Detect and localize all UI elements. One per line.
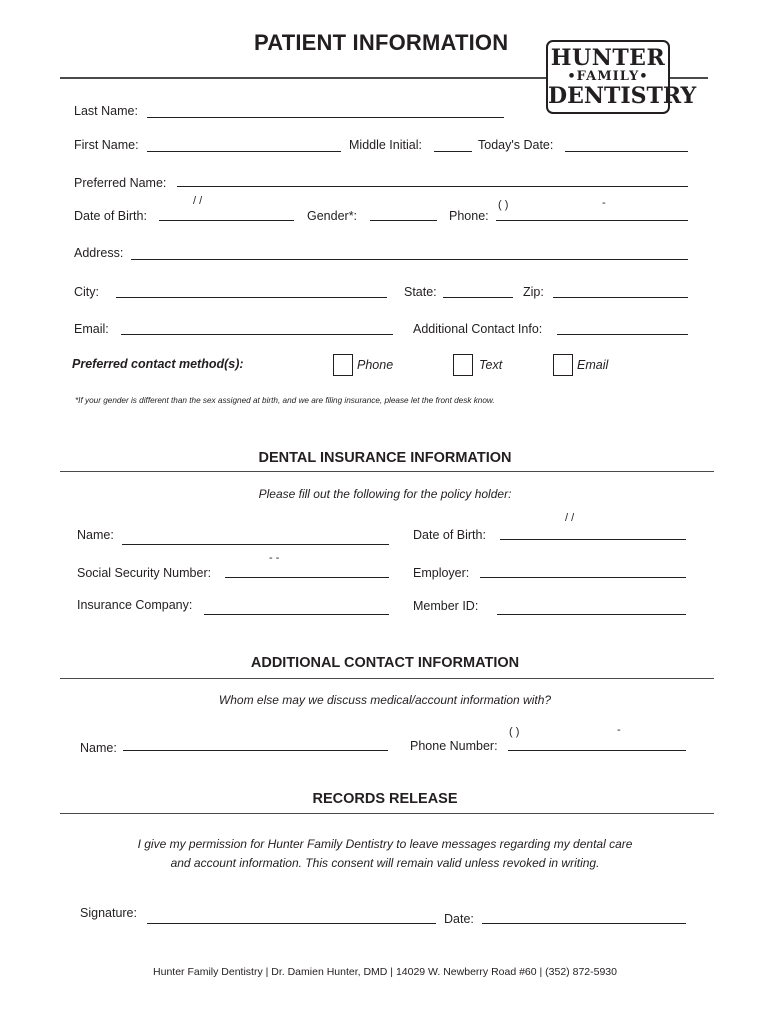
- preferred-name-label: Preferred Name:: [74, 176, 167, 190]
- logo-line-3: DENTISTRY: [548, 83, 697, 109]
- gender-note: *If your gender is different than the sex assigned at birth, and we are filing insurance, please let the front desk know.: [75, 396, 495, 405]
- consent-line-1: I give my permission for Hunter Family Dentistry to leave messages regarding my dental care: [137, 837, 633, 851]
- dob-hint: / /: [193, 195, 203, 207]
- todays-date-field[interactable]: [565, 151, 688, 152]
- ssn-field[interactable]: [225, 577, 389, 578]
- insurance-instruction: Please fill out the following for the policy holder:: [258, 487, 512, 501]
- last-name-label: Last Name:: [74, 104, 138, 118]
- gender-label: Gender*:: [307, 209, 358, 223]
- member-id-field[interactable]: [497, 614, 686, 615]
- additional-contact-instruction: Whom else may we discuss medical/account information with?: [218, 693, 552, 707]
- dob-label: Date of Birth:: [74, 209, 147, 223]
- signature-date-field[interactable]: [482, 923, 686, 924]
- insurance-company-label: Insurance Company:: [77, 598, 193, 612]
- additional-contact-rule: [60, 678, 714, 679]
- preferred-contact-label: Preferred contact method(s):: [72, 357, 244, 371]
- insurance-name-label: Name:: [77, 528, 114, 542]
- consent-line-2: and account information. This consent will remain valid unless revoked in writing.: [170, 856, 600, 870]
- footer-contact: Hunter Family Dentistry | Dr. Damien Hunter, DMD | 14029 W. Newberry Road #60 | (352) 872-5930: [153, 966, 617, 978]
- consent-text: [0, 835, 770, 873]
- dob-field[interactable]: [159, 220, 294, 221]
- email-option-label: Email: [577, 358, 609, 372]
- logo-line-2: •FAMILY•: [567, 69, 649, 84]
- signature-date-label: Date:: [444, 912, 474, 926]
- todays-date-label: Today's Date:: [478, 138, 554, 152]
- preferred-name-field[interactable]: [177, 186, 688, 187]
- employer-label: Employer:: [413, 566, 470, 580]
- state-label: State:: [404, 285, 437, 299]
- contact-phone-hint-dash: -: [617, 724, 621, 736]
- contact-phone-hint-paren: ( ): [509, 726, 520, 738]
- phone-label: Phone:: [449, 209, 489, 223]
- phone-checkbox[interactable]: [333, 354, 353, 376]
- email-checkbox[interactable]: [553, 354, 573, 376]
- insurance-rule: [60, 471, 714, 472]
- address-field[interactable]: [131, 259, 688, 260]
- phone-hint-dash: -: [602, 197, 606, 209]
- contact-name-label: Name:: [80, 741, 117, 755]
- insurance-dob-label: Date of Birth:: [413, 528, 486, 542]
- signature-label: Signature:: [80, 906, 137, 920]
- insurance-heading: DENTAL INSURANCE INFORMATION: [258, 450, 512, 466]
- text-option-label: Text: [479, 358, 503, 372]
- first-name-field[interactable]: [147, 151, 341, 152]
- records-heading: RECORDS RELEASE: [312, 791, 458, 807]
- insurance-name-field[interactable]: [122, 544, 389, 545]
- middle-initial-label: Middle Initial:: [349, 138, 422, 152]
- text-checkbox[interactable]: [453, 354, 473, 376]
- insurance-dob-field[interactable]: [500, 539, 686, 540]
- phone-hint-paren: ( ): [498, 199, 509, 211]
- insurance-company-field[interactable]: [204, 614, 389, 615]
- phone-option-label: Phone: [357, 358, 394, 372]
- records-rule: [60, 813, 714, 814]
- contact-phone-field[interactable]: [508, 750, 686, 751]
- city-field[interactable]: [116, 297, 387, 298]
- additional-contact-label: Additional Contact Info:: [413, 322, 543, 336]
- first-name-label: First Name:: [74, 138, 139, 152]
- additional-contact-field[interactable]: [557, 334, 688, 335]
- signature-field[interactable]: [147, 923, 436, 924]
- email-label: Email:: [74, 322, 109, 336]
- zip-label: Zip:: [523, 285, 544, 299]
- page-title: PATIENT INFORMATION: [254, 30, 509, 55]
- zip-field[interactable]: [553, 297, 688, 298]
- practice-logo: [546, 40, 697, 114]
- contact-phone-label: Phone Number:: [410, 739, 498, 753]
- additional-contact-heading: ADDITIONAL CONTACT INFORMATION: [250, 655, 520, 671]
- employer-field[interactable]: [480, 577, 686, 578]
- insurance-dob-hint: / /: [565, 512, 575, 524]
- phone-field[interactable]: [496, 220, 688, 221]
- city-label: City:: [74, 285, 99, 299]
- logo-line-1: HUNTER: [550, 45, 666, 71]
- ssn-label: Social Security Number:: [77, 566, 212, 580]
- middle-initial-field[interactable]: [434, 151, 472, 152]
- gender-field[interactable]: [370, 220, 437, 221]
- last-name-field[interactable]: [147, 117, 504, 118]
- email-field[interactable]: [121, 334, 393, 335]
- ssn-hint: - -: [269, 552, 280, 564]
- contact-name-field[interactable]: [123, 750, 388, 751]
- address-label: Address:: [74, 246, 124, 260]
- state-field[interactable]: [443, 297, 513, 298]
- member-id-label: Member ID:: [413, 599, 479, 613]
